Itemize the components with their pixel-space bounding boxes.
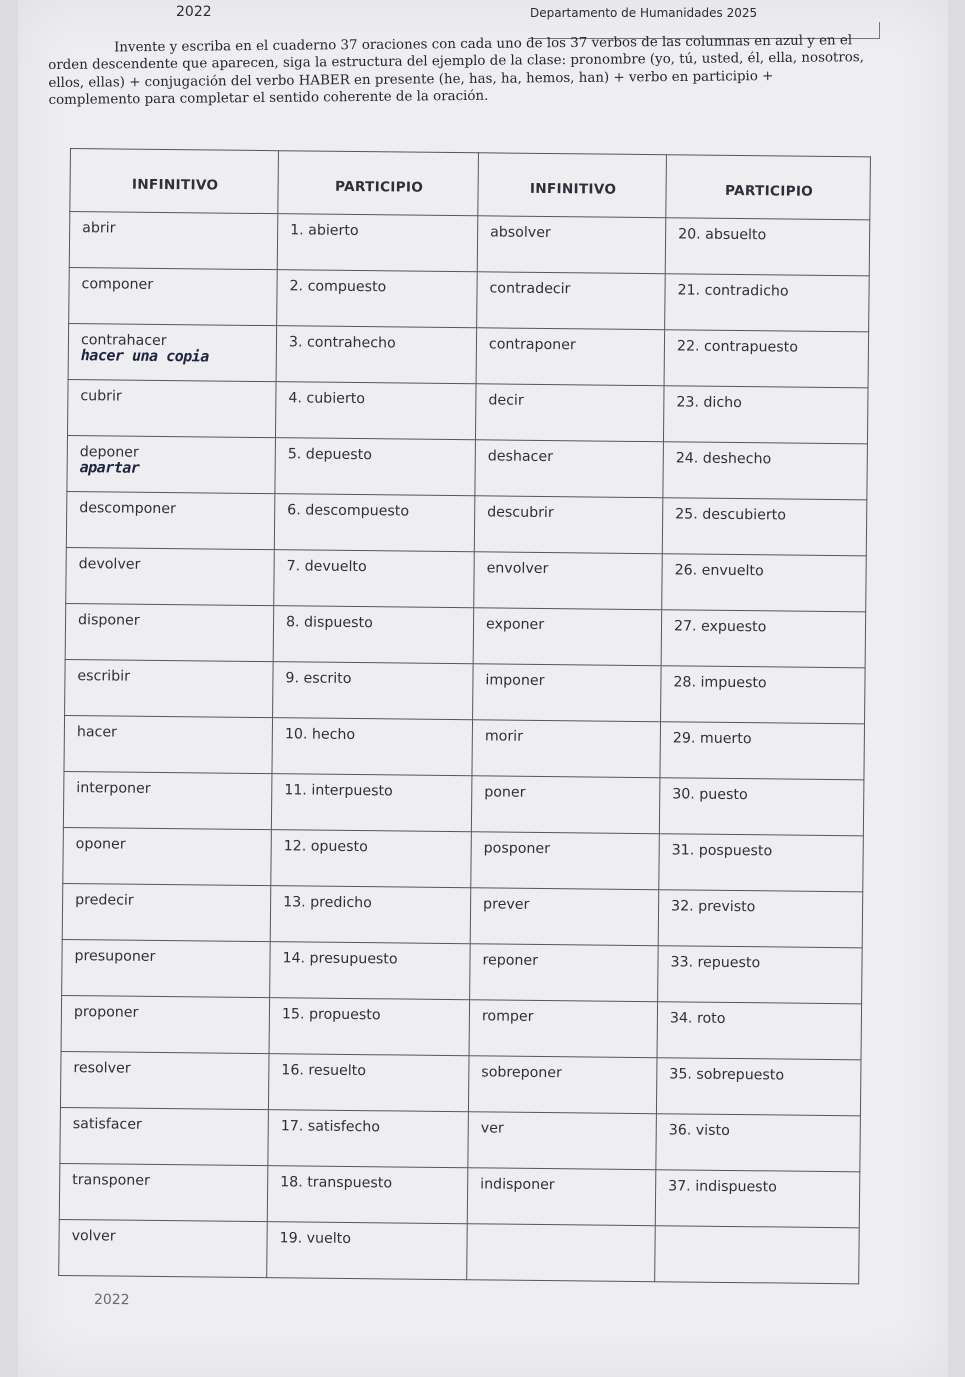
- infinitive-cell-text: predecir: [75, 892, 134, 909]
- infinitive-cell: [474, 496, 663, 554]
- infinitive-cell-text: posponer: [483, 840, 551, 858]
- participle-cell-text: 5. depuesto: [287, 446, 373, 464]
- participle-cell-text: 22. contrapuesto: [676, 338, 799, 356]
- infinitive-cell: [61, 995, 270, 1053]
- instructions-line: Invente y escriba en el cuaderno 37 oraciones con cada uno de los 37 verbos de las columnas en azul y en el: [114, 33, 853, 56]
- participle-cell: [655, 1226, 860, 1284]
- footer-year: 2022: [93, 1291, 130, 1309]
- infinitive-cell-text: resolver: [73, 1060, 131, 1077]
- participle-cell-text: 25. descubierto: [675, 506, 787, 524]
- table-row: [62, 939, 863, 1003]
- infinitive-cell-text: cubrir: [80, 388, 122, 405]
- participle-cell-text: 34. roto: [669, 1010, 726, 1027]
- participle-cell: [272, 718, 473, 776]
- infinitive-cell: [65, 659, 274, 717]
- verbs-table: [58, 148, 871, 1284]
- participle-cell: [658, 890, 863, 948]
- participle-cell-text: 10. hecho: [284, 726, 356, 744]
- participle-cell: [658, 946, 863, 1004]
- participle-cell-text: 30. puesto: [672, 786, 748, 804]
- participle-cell: [277, 214, 478, 272]
- participle-cell: [663, 386, 868, 444]
- infinitive-cell-text: deponer: [79, 444, 139, 461]
- participle-cell-text: 13. predicho: [283, 894, 372, 912]
- infinitive-cell-text: disponer: [77, 612, 140, 629]
- infinitive-cell-text: interponer: [76, 780, 151, 797]
- infinitive-cell: [471, 832, 660, 890]
- participle-cell: [662, 554, 867, 612]
- infinitive-cell-text: descubrir: [487, 504, 554, 522]
- infinitive-cell-text: satisfacer: [72, 1116, 142, 1133]
- participle-cell: [661, 610, 866, 668]
- instructions-line: orden descendente que aparecen, siga la estructura del ejemplo de la clase: pronombre (yo, tú, usted, él, ella, nosotros,: [48, 50, 865, 74]
- participle-cell: [659, 834, 864, 892]
- participle-cell-text: 33. repuesto: [670, 954, 761, 972]
- participle-cell-text: 23. dicho: [676, 394, 742, 412]
- participle-cell-text: 15. propuesto: [281, 1006, 381, 1024]
- infinitive-cell-text: devolver: [78, 556, 141, 573]
- participle-cell-text: 37. indispuesto: [668, 1178, 777, 1196]
- participle-cell-text: 36. visto: [668, 1122, 730, 1139]
- participle-cell: [665, 274, 870, 332]
- header-infinitive-2: INFINITIVO: [478, 153, 667, 218]
- infinitive-cell: [471, 776, 660, 834]
- participle-cell-text: 7. devuelto: [286, 558, 367, 576]
- infinitive-cell-text: volver: [71, 1228, 116, 1245]
- participle-cell-text: 21. contradicho: [677, 282, 789, 300]
- infinitive-cell: [68, 323, 277, 381]
- participle-cell-text: 29. muerto: [672, 730, 752, 748]
- verbs-table-container: [58, 148, 890, 1285]
- table-row: [66, 491, 867, 555]
- infinitive-cell: [470, 888, 659, 946]
- participle-cell-text: 4. cubierto: [288, 390, 366, 408]
- infinitive-cell: [473, 664, 662, 722]
- header-participle-1: PARTICIPIO: [278, 151, 479, 216]
- table-row: [65, 659, 866, 723]
- header-year: 2022: [176, 4, 212, 20]
- participle-cell-text: 8. dispuesto: [285, 614, 373, 632]
- infinitive-cell-text: transponer: [72, 1172, 150, 1189]
- infinitive-cell-text: sobreponer: [481, 1064, 563, 1082]
- table-row: [63, 771, 864, 835]
- participle-cell: [269, 998, 470, 1056]
- header-participle-2: PARTICIPIO: [666, 155, 871, 220]
- participle-cell: [275, 382, 476, 440]
- participle-cell: [267, 1222, 468, 1280]
- participle-cell-text: 2. compuesto: [289, 278, 387, 296]
- infinitive-cell-text: escribir: [77, 668, 131, 685]
- infinitive-cell: [63, 771, 272, 829]
- table-row: [60, 1107, 861, 1171]
- table-row: [69, 267, 870, 331]
- participle-cell: [277, 270, 478, 328]
- participle-cell: [271, 830, 472, 888]
- table-row: [61, 995, 862, 1059]
- infinitive-cell: [63, 827, 272, 885]
- infinitive-cell: [467, 1168, 656, 1226]
- infinitive-cell: [66, 547, 275, 605]
- header-infinitive-1: INFINITIVO: [70, 149, 279, 214]
- infinitive-cell: [477, 216, 666, 274]
- infinitive-cell-text: oponer: [75, 836, 126, 853]
- participle-cell: [273, 606, 474, 664]
- infinitive-cell: [59, 1219, 268, 1277]
- participle-cell: [657, 1002, 862, 1060]
- table-row: [63, 827, 864, 891]
- infinitive-cell: [475, 384, 664, 442]
- participle-cell-text: 26. envuelto: [674, 562, 764, 580]
- infinitive-cell-text: prever: [483, 896, 530, 913]
- participle-cell: [270, 886, 471, 944]
- infinitive-cell-text: absolver: [490, 224, 551, 242]
- participle-cell-text: 6. descompuesto: [287, 502, 410, 520]
- participle-cell-text: 20. absuelto: [678, 226, 767, 244]
- participle-cell: [274, 550, 475, 608]
- infinitive-cell: [60, 1051, 269, 1109]
- participle-cell: [268, 1054, 469, 1112]
- participle-cell-text: 31. pospuesto: [671, 842, 773, 860]
- table-row: [69, 212, 870, 276]
- infinitive-cell-text: deshacer: [487, 448, 554, 466]
- table-row: [66, 547, 867, 611]
- infinitive-cell: [477, 272, 666, 330]
- participle-cell-text: 11. interpuesto: [284, 782, 393, 800]
- participle-cell-text: 27. expuesto: [673, 618, 767, 636]
- infinitive-cell-text: contradecir: [489, 280, 571, 298]
- participle-cell: [660, 722, 865, 780]
- infinitive-cell-text: ver: [480, 1120, 504, 1137]
- participle-cell: [655, 1170, 860, 1228]
- participle-cell: [665, 218, 870, 276]
- table-row: [68, 323, 869, 387]
- participle-cell: [271, 774, 472, 832]
- infinitive-cell-text: decir: [488, 392, 524, 409]
- participle-cell: [267, 1166, 468, 1224]
- infinitive-cell-text: exponer: [485, 616, 545, 633]
- participle-cell: [659, 778, 864, 836]
- participle-cell: [270, 942, 471, 1000]
- participle-cell-text: 12. opuesto: [283, 838, 368, 856]
- participle-cell: [656, 1114, 861, 1172]
- participle-cell: [656, 1058, 861, 1116]
- participle-cell-text: 14. presupuesto: [282, 950, 398, 968]
- instructions-line: complemento para completar el sentido coherente de la oración.: [48, 88, 489, 109]
- table-row: [62, 883, 863, 947]
- infinitive-cell: [69, 212, 278, 270]
- infinitive-cell-text: descomponer: [79, 500, 176, 518]
- infinitive-cell: [475, 440, 664, 498]
- infinitive-cell: [469, 1000, 658, 1058]
- instructions-paragraph: [48, 31, 949, 109]
- infinitive-cell: [67, 435, 276, 493]
- infinitive-cell-text: componer: [81, 276, 154, 293]
- infinitive-cell-text: contrahacer: [80, 332, 167, 350]
- participle-cell-text: 3. contrahecho: [288, 334, 396, 352]
- participle-cell-text: 1. abierto: [290, 222, 359, 240]
- infinitive-cell: [62, 939, 271, 997]
- infinitive-cell-text: indisponer: [480, 1176, 555, 1194]
- infinitive-cell-text: imponer: [485, 672, 545, 689]
- handwritten-note: hacer una copia: [80, 346, 209, 366]
- participle-cell-text: 24. deshecho: [675, 450, 772, 468]
- table-row: [59, 1163, 860, 1227]
- infinitive-cell: [65, 603, 274, 661]
- infinitive-cell: [467, 1224, 656, 1282]
- table-header-row: [70, 149, 871, 220]
- participle-cell: [274, 494, 475, 552]
- participle-cell-text: 16. resuelto: [281, 1062, 367, 1080]
- header-department: Departamento de Humanidades 2025: [530, 6, 758, 20]
- participle-cell: [276, 326, 477, 384]
- participle-cell-text: 35. sobrepuesto: [669, 1066, 785, 1084]
- participle-cell-text: 9. escrito: [285, 670, 352, 687]
- table-row: [67, 435, 868, 499]
- infinitive-cell: [468, 1056, 657, 1114]
- table-row: [64, 715, 865, 779]
- infinitive-cell-text: abrir: [82, 220, 116, 237]
- handwritten-note: apartar: [79, 458, 140, 477]
- infinitive-cell-text: contraponer: [488, 336, 576, 354]
- infinitive-cell-text: reponer: [482, 952, 539, 969]
- infinitive-cell: [470, 944, 659, 1002]
- table-row: [65, 603, 866, 667]
- infinitive-cell: [472, 720, 661, 778]
- infinitive-cell-text: hacer: [76, 724, 118, 741]
- participle-cell: [664, 330, 869, 388]
- table-row: [59, 1219, 860, 1283]
- participle-cell: [661, 666, 866, 724]
- infinitive-cell-text: presuponer: [74, 948, 156, 965]
- participle-cell: [663, 442, 868, 500]
- participle-cell-text: 17. satisfecho: [280, 1118, 381, 1136]
- participle-cell-text: 19. vuelto: [279, 1230, 352, 1248]
- infinitive-cell: [67, 379, 276, 437]
- infinitive-cell: [64, 715, 273, 773]
- participle-cell-text: 18. transpuesto: [280, 1174, 393, 1192]
- infinitive-cell: [69, 267, 278, 325]
- infinitive-cell: [60, 1107, 269, 1165]
- table-row: [67, 379, 868, 443]
- table-row: [60, 1051, 861, 1115]
- participle-cell: [268, 1110, 469, 1168]
- participle-cell-text: 28. impuesto: [673, 674, 767, 692]
- participle-cell: [273, 662, 474, 720]
- infinitive-cell-text: proponer: [73, 1004, 139, 1021]
- infinitive-cell: [473, 608, 662, 666]
- infinitive-cell: [62, 883, 271, 941]
- participle-cell: [275, 438, 476, 496]
- instructions-line: ellos, ellas) + conjugación del verbo HABER en presente (he, has, ha, hemos, han) + verbo en participio +: [48, 68, 774, 91]
- participle-cell-text: 32. previsto: [671, 898, 756, 916]
- infinitive-cell: [468, 1112, 657, 1170]
- table-body: [59, 212, 870, 1284]
- infinitive-cell-text: envolver: [486, 560, 549, 578]
- infinitive-cell-text: poner: [484, 784, 526, 801]
- infinitive-cell: [474, 552, 663, 610]
- infinitive-cell: [66, 491, 275, 549]
- infinitive-cell: [476, 328, 665, 386]
- participle-cell: [662, 498, 867, 556]
- infinitive-cell: [59, 1163, 268, 1221]
- infinitive-cell-text: romper: [481, 1008, 534, 1025]
- infinitive-cell-text: morir: [484, 728, 524, 745]
